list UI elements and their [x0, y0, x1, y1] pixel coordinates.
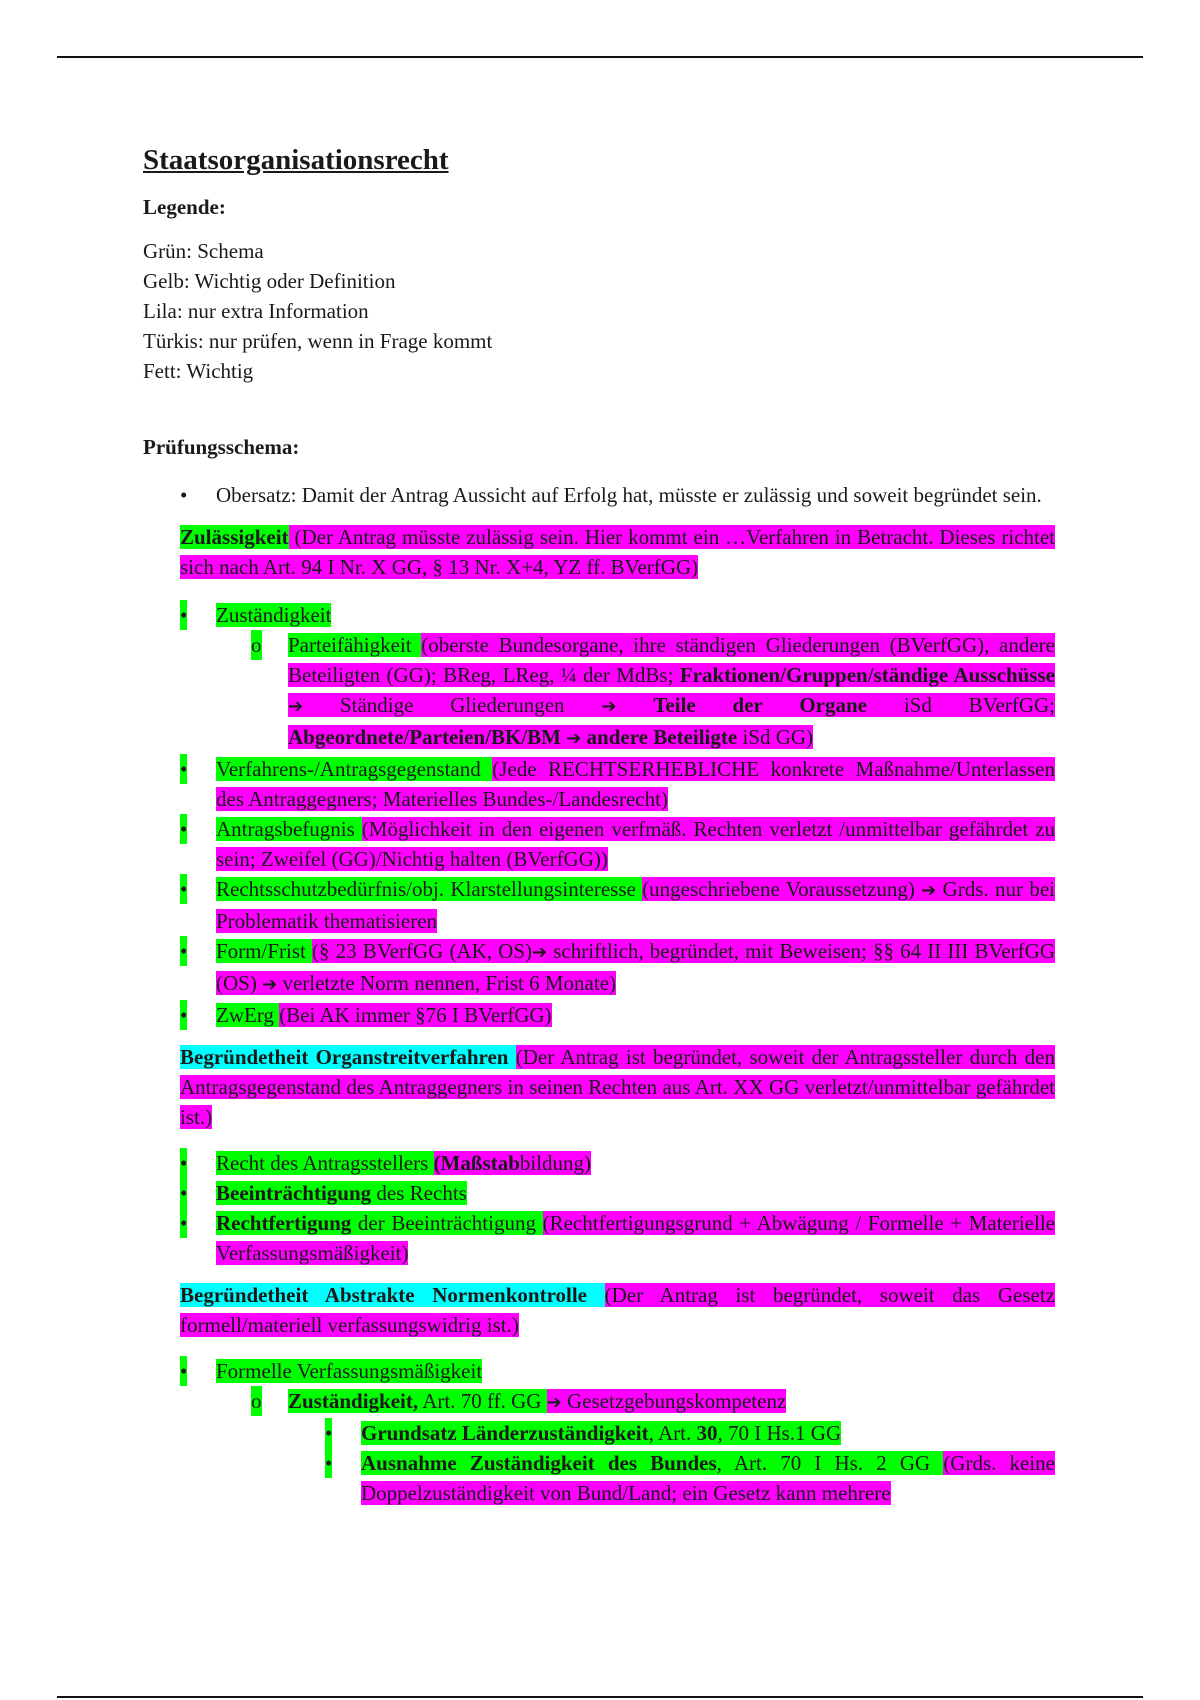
normenkontrolle-heading: Begründetheit Abstrakte Normenkontrolle [180, 1283, 605, 1307]
bullet-icon: • [180, 600, 187, 630]
zulaessigkeit-text: (Der Antrag müsste zulässig sein. Hier kommt ein …Verfahren in Betracht. Dieses richtet sich nach Art. 94 I Nr. X GG, § 13 Nr. X+4, YZ ff. BVerfGG) [180, 525, 1055, 579]
verfahren-label: Verfahrens-/Antragsgegenstand [216, 757, 493, 781]
parteifaehigkeit-bold: Fraktionen/Gruppen/ständige Ausschüsse [679, 663, 1055, 687]
parteifaehigkeit-bold: Abgeordnete/Parteien/BK/BM [288, 725, 561, 749]
legend-list [143, 236, 1055, 386]
rechtfertigung-text: der Beeinträchtigung [351, 1211, 543, 1235]
obersatz-text: Obersatz: Damit der Antrag Aussicht auf Erfolg hat, müsste er zulässig und soweit begründet sein. [216, 483, 1042, 507]
bullet-icon: • [180, 814, 187, 844]
parteifaehigkeit-text: Ständige Gliederungen [303, 693, 602, 717]
bullet-icon: • [180, 1208, 187, 1238]
list-item-ausnahme [325, 1448, 1055, 1508]
arrow-icon: ➔ [566, 728, 582, 749]
form-label: Form/Frist [216, 939, 313, 963]
arrow-icon: ➔ [288, 696, 304, 717]
rechtfertigung-detail: (Rechtfertigungsgrund + Abwägung / Formelle + Materielle Verfassungsmäßigkeit) [216, 1211, 1055, 1265]
parteifaehigkeit-bold: andere Beteiligte [581, 725, 738, 749]
obersatz-item [180, 480, 1055, 510]
legend-item-purple: Lila: nur extra Information [143, 299, 369, 323]
list-item-verfahrensgegenstand [180, 754, 1055, 814]
bullet-icon: • [180, 936, 187, 966]
zwerg-text: (Bei AK immer §76 I BVerfGG) [279, 1003, 552, 1027]
legend-item-green: Grün: Schema [143, 239, 264, 263]
parteifaehigkeit-text: iSd BVerfGG; [867, 693, 1056, 717]
pruefungsschema-label: Prüfungsschema: [143, 435, 300, 459]
parteifaehigkeit-text: (oberste Bundesorgane, ihre ständigen Gliederungen (BVerfGG), andere Beteiligten (GG); BReg, LReg, ¼ der MdBs; [288, 633, 1055, 687]
arrow-icon: ➔ [532, 942, 548, 963]
zustaendigkeit-text: Art. 70 ff. GG [418, 1389, 547, 1413]
legend-item-bold: Fett: Wichtig [143, 359, 254, 383]
bullet-icon: • [180, 874, 187, 904]
list-item-zwerg [180, 1000, 1055, 1030]
sub-bullet-icon: o [251, 630, 262, 660]
arrow-icon: ➔ [262, 974, 278, 995]
list-item-parteifaehigkeit [251, 630, 1056, 754]
rsb-text: Grds. nur bei Problematik thematisieren [216, 877, 1055, 933]
verfahren-text: (Jede RECHTSERHEBLICHE konkrete Maßnahme/Unterlassen des Antraggegners; Materielles Bundes-/Landesrecht) [216, 757, 1055, 811]
bullet-icon: • [180, 1356, 187, 1386]
document-page [143, 140, 1055, 1508]
arrow-icon: ➔ [546, 1392, 562, 1413]
bullet-icon: • [180, 754, 187, 784]
legend-item-yellow: Gelb: Wichtig oder Definition [143, 269, 396, 293]
grundsatz-bold: Grundsatz Länderzuständigkeit [361, 1421, 649, 1445]
bullet-icon: • [180, 1000, 187, 1030]
form-text: verletzte Norm nennen, Frist 6 Monate) [277, 971, 617, 995]
normenkontrolle-text: (Der Antrag ist begründet, soweit das Gesetz formell/materiell verfassungswidrig ist.) [180, 1283, 1055, 1337]
form-text: (§ 23 BVerfGG (AK, OS) [312, 939, 533, 963]
ausnahme-bold: Ausnahme Zuständigkeit des Bundes [361, 1451, 717, 1475]
parteifaehigkeit-text: iSd GG) [737, 725, 814, 749]
bullet-icon: • [325, 1418, 332, 1448]
list-item-form-frist [180, 936, 1056, 1000]
arrow-icon: ➔ [601, 696, 617, 717]
recht-text: bildung) [519, 1151, 592, 1175]
list-item-grundsatz [325, 1418, 1055, 1448]
grundsatz-text: , 70 I Hs.1 GG [717, 1421, 842, 1445]
list-item-zustaendigkeit-art70 [251, 1386, 1055, 1418]
legend-label: Legende: [143, 195, 226, 219]
zulaessigkeit-paragraph [180, 522, 1055, 582]
normenkontrolle-paragraph [180, 1280, 1055, 1340]
beeintraechtigung-bold: Beeinträchtigung [216, 1181, 372, 1205]
rsb-label: Rechtsschutzbedürfnis/obj. Klarstellungsinteresse [216, 877, 643, 901]
antragsbefugnis-text: (Möglichkeit in den eigenen verfmäß. Rechten verletzt /unmittelbar gefährdet zu sein; Zweifel (GG)/Nichtig halten (BVerfGG)) [216, 817, 1055, 871]
organstreit-heading: Begründetheit Organstreitverfahren [180, 1045, 516, 1069]
footer-rule [57, 1696, 1143, 1698]
rechtfertigung-bold: Rechtfertigung [216, 1211, 352, 1235]
recht-bold: (Maßstab [433, 1151, 520, 1175]
list-item-recht-antragsteller [180, 1148, 1055, 1178]
ausnahme-text: , Art. 70 I Hs. 2 GG [716, 1451, 944, 1475]
zulaessigkeit-heading: Zulässigkeit [180, 525, 289, 549]
bullet-icon: • [325, 1448, 332, 1478]
grundsatz-text: , Art. [648, 1421, 697, 1445]
grundsatz-article: 30 [696, 1421, 718, 1445]
bullet-icon: • [180, 1178, 187, 1208]
page-title: Staatsorganisationsrecht [143, 144, 449, 176]
organstreit-text: (Der Antrag ist begründet, soweit der Antragssteller durch den Antragsgegenstand des Antraggegners in seinen Rechten aus Art. XX GG verletzt/unmittelbar gefährdet ist.) [180, 1045, 1055, 1129]
list-item-rechtfertigung [180, 1208, 1055, 1268]
zwerg-label: ZwErg [216, 1003, 280, 1027]
parteifaehigkeit-label: Parteifähigkeit [288, 633, 422, 657]
zustaendigkeit-label: Zuständigkeit [216, 603, 332, 627]
gesetzgebungskompetenz-text: Gesetzgebungskompetenz [561, 1389, 787, 1413]
list-item-zustaendigkeit [180, 600, 1055, 630]
ausnahme-detail: (Grds. keine Doppelzuständigkeit von Bund/Land; ein Gesetz kann mehrere [361, 1451, 1055, 1505]
formell-label: Formelle Verfassungsmäßigkeit [216, 1359, 483, 1383]
recht-label: Recht des Antragsstellers [216, 1151, 434, 1175]
organstreit-paragraph [180, 1042, 1055, 1132]
list-item-rechtsschutzbeduerfnis [180, 874, 1055, 936]
sub-bullet-icon: o [251, 1386, 262, 1416]
beeintraechtigung-text: des Rechts [371, 1181, 467, 1205]
list-item-formelle-verfassungsmaessigkeit [180, 1356, 1055, 1386]
form-text: schriftlich, begründet, mit Beweisen; §§ 64 II III BVerfGG (OS) [216, 939, 1056, 995]
zustaendigkeit-bold: Zuständigkeit, [288, 1389, 419, 1413]
list-item-beeintraechtigung [180, 1178, 1055, 1208]
arrow-icon: ➔ [921, 880, 937, 901]
header-rule [57, 56, 1143, 58]
legend-item-turquoise: Türkis: nur prüfen, wenn in Frage kommt [143, 329, 493, 353]
antragsbefugnis-label: Antragsbefugnis [216, 817, 362, 841]
rsb-text: (ungeschriebene Voraussetzung) [642, 877, 922, 901]
parteifaehigkeit-bold: Teile der Organe [653, 693, 867, 717]
bullet-icon: • [180, 1148, 187, 1178]
list-item-antragsbefugnis [180, 814, 1055, 874]
bullet-icon: • [180, 483, 188, 507]
